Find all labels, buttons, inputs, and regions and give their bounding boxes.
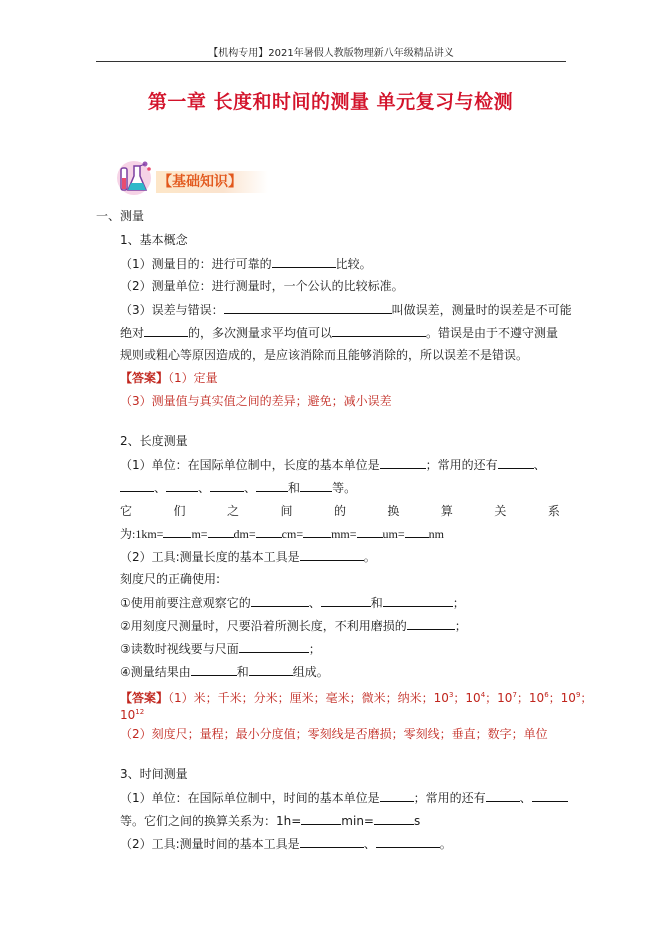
text: ； — [452, 596, 465, 610]
concept-line-4 — [120, 324, 558, 341]
text: 为:1km= — [120, 527, 164, 541]
time-conversion-line — [120, 812, 420, 829]
char: 关 — [494, 504, 507, 518]
text: ； — [454, 619, 467, 633]
text: 、 — [363, 837, 376, 851]
text: ；常用的还有 — [425, 458, 498, 472]
blank — [300, 835, 364, 848]
concept-line-3 — [120, 301, 572, 318]
time-unit-line — [120, 789, 568, 806]
blank — [407, 617, 455, 630]
header-divider — [96, 61, 566, 62]
answer-tag: 【答案】 — [120, 691, 169, 705]
answer-text: （1）定量 — [168, 371, 218, 385]
blank — [166, 479, 198, 492]
answer-sep: ；10 — [485, 691, 513, 705]
text: 。 — [363, 550, 376, 564]
exponent: 9 — [575, 691, 581, 699]
text: cm= — [281, 527, 304, 541]
concept-line-2: （2）测量单位：进行测量时，一个公认的比较标准。 — [120, 279, 404, 293]
ruler-step-2 — [120, 617, 467, 634]
exponent: 4 — [480, 691, 486, 699]
blank — [300, 479, 332, 492]
char: 它 — [120, 504, 133, 518]
text: ； — [308, 642, 321, 656]
text: 、 — [154, 481, 167, 495]
text: 和 — [370, 596, 383, 610]
answer-sep: ；10 — [516, 691, 545, 705]
char: 间 — [280, 504, 293, 518]
text: 的，多次测量求平均值可以 — [188, 326, 333, 340]
time-tool-line — [120, 835, 452, 852]
concept-line-1 — [120, 255, 372, 272]
text: mm= — [331, 527, 357, 541]
answer-length-1 — [120, 687, 592, 706]
spread-line — [120, 502, 560, 519]
text: 、 — [519, 791, 532, 805]
blank — [376, 835, 440, 848]
blank — [251, 594, 309, 607]
section-heading: 一、测量 — [96, 209, 145, 223]
text: （1）测量目的：进行可靠的 — [120, 257, 272, 271]
text: （1）单位：在国际单位制中，长度的基本单位是 — [120, 458, 380, 472]
sub-heading-1: 1、基本概念 — [120, 233, 188, 247]
answer-length-1-cont: $10^{12}$ — [120, 708, 145, 722]
text: m= — [191, 527, 208, 541]
text: （2）工具:测量长度的基本工具是 — [120, 550, 300, 564]
blank — [224, 301, 392, 314]
answer-line-3: （3）测量值与真实值之间的差异；避免；减小误差 — [120, 394, 392, 408]
length-unit-line — [120, 456, 546, 473]
answer-tag: 【答案】 — [120, 371, 169, 385]
blank — [210, 479, 244, 492]
answer-text: （1）米；千米；分米；厘米；毫米；微米；纳米；10 — [168, 691, 449, 705]
char: 们 — [173, 504, 186, 518]
blank — [374, 812, 414, 825]
text: 和 — [288, 481, 301, 495]
text: （3）误差与错误： — [120, 303, 224, 317]
char: 系 — [547, 504, 560, 518]
concept-line-5: 规则或粗心等原因造成的，是应该消除而且能够消除的，所以误差不是错误。 — [120, 348, 529, 362]
text: nm — [428, 527, 444, 541]
exponent: 12 — [135, 708, 145, 716]
text: ②用刻度尺测量时，尺要沿着所测长度，不利用磨损的 — [120, 619, 407, 633]
answer-sep: ；10 — [453, 691, 481, 705]
answer-line-1 — [120, 370, 218, 386]
text: 和 — [236, 665, 249, 679]
blank — [486, 789, 520, 802]
text: ；常用的还有 — [413, 791, 486, 805]
blank — [120, 479, 154, 492]
text: min= — [341, 814, 374, 828]
sub-heading-2: 2、长度测量 — [120, 434, 188, 448]
text: （2）工具:测量时间的基本工具是 — [120, 837, 300, 851]
blank — [303, 525, 331, 538]
text: 绝对 — [120, 326, 145, 340]
text: ③读数时视线要与尺面 — [120, 642, 239, 656]
flask-icon — [112, 156, 156, 196]
char: 的 — [333, 504, 346, 518]
blank — [163, 525, 191, 538]
blank — [383, 594, 453, 607]
page-title: 第一章 长度和时间的测量 单元复习与检测 — [147, 91, 514, 113]
ruler-step-3 — [120, 640, 321, 657]
sub-heading-3: 3、时间测量 — [120, 767, 188, 781]
blank — [301, 812, 341, 825]
text: 等。 — [332, 481, 357, 495]
text: 比较。 — [335, 257, 372, 271]
exponent: 3 — [448, 691, 454, 699]
exponent: 6 — [544, 691, 549, 699]
text: 。错误是由于不遵守测量 — [426, 326, 559, 340]
answer-length-2: （2）刻度尺；量程；最小分度值；零刻线是否磨损；零刻线；垂直；数字；单位 — [120, 727, 548, 741]
blank — [249, 663, 293, 676]
blank — [332, 324, 426, 337]
tool-line — [120, 548, 376, 565]
blank — [272, 255, 336, 268]
blank — [498, 456, 534, 469]
badge-label: 【基础知识】 — [156, 171, 268, 193]
char: 之 — [226, 504, 239, 518]
text: 、 — [308, 596, 321, 610]
length-unit-line-2 — [120, 479, 356, 496]
blank — [191, 663, 237, 676]
answer-sep: ；10 — [548, 691, 576, 705]
conversion-line — [120, 525, 444, 542]
blank — [239, 640, 309, 653]
blank — [357, 525, 383, 538]
blank — [532, 789, 568, 802]
blank — [144, 324, 188, 337]
blank — [300, 548, 364, 561]
text: 。 — [439, 837, 452, 851]
text: um= — [382, 527, 405, 541]
answer-sep: ； — [580, 691, 593, 705]
text: 等。它们之间的换算关系为：1h= — [120, 814, 302, 828]
char: 换 — [387, 504, 400, 518]
text: s — [413, 814, 421, 828]
page-header: 【机构专用】2021年暑假人教版物理新八年级精品讲义 — [208, 48, 454, 59]
blank — [256, 479, 288, 492]
text: （1）单位：在国际单位制中，时间的基本单位是 — [120, 791, 380, 805]
blank — [208, 525, 234, 538]
exponent: 7 — [512, 691, 517, 699]
text: ①使用前要注意观察它的 — [120, 596, 251, 610]
ruler-step-1 — [120, 594, 465, 611]
blank — [321, 594, 371, 607]
ruler-step-4 — [120, 663, 329, 680]
blank — [380, 456, 426, 469]
text: 组成。 — [292, 665, 329, 679]
ruler-heading: 刻度尺的正确使用: — [120, 572, 221, 586]
text: 叫做误差，测量时的误差是不可能 — [391, 303, 572, 317]
blank — [405, 525, 429, 538]
text: 、 — [198, 481, 211, 495]
text: 、 — [244, 481, 257, 495]
text: ④测量结果由 — [120, 665, 191, 679]
text: dm= — [233, 527, 256, 541]
blank — [256, 525, 282, 538]
blank — [380, 789, 414, 802]
text: 、 — [533, 458, 546, 472]
char: 算 — [440, 504, 453, 518]
